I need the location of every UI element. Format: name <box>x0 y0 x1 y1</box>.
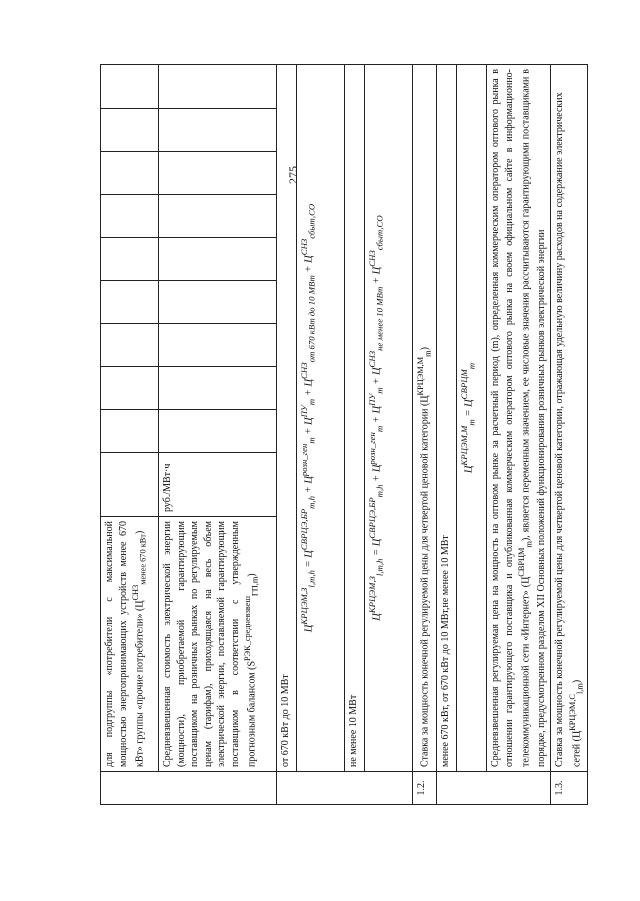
table-row <box>457 65 487 805</box>
table-row <box>551 65 588 805</box>
table-row <box>277 65 297 805</box>
row-number-cell <box>277 772 413 805</box>
table-row <box>437 65 457 805</box>
row-number-cell <box>437 772 551 805</box>
table-row <box>413 65 437 805</box>
table-row <box>159 65 277 805</box>
r12-sub: менее 670 кВт, от 670 кВт до 10 МВт,не менее 10 МВт <box>437 65 457 772</box>
table-row <box>297 65 345 805</box>
unit-cell-empty <box>101 453 159 517</box>
unit-label: руб./МВт·ч <box>159 453 277 517</box>
tariff-table <box>100 64 588 805</box>
table-row <box>345 65 365 805</box>
r12-text: Ставка за мощность конечной регулируемой цены для четвертой ценовой категории $(Ц^{КРЦЭМ,М}_m)$ <box>413 65 437 772</box>
table-row <box>101 65 159 805</box>
under-10-label: не менее 10 МВт <box>345 65 365 772</box>
r12-description: Средневзвешенная регулируемая цена на мощность на оптовом рынке за расчетный период (m), определенная коммерческим оператором оптового рынка в отношении гарантирующего поставщика и опубликованная коммерческим оператором оптового рынка на своем официальном сайте в информационно-телекоммуникационной сети «Интернет» $(Ц^{СВРЦМ}_m)$, является переменным значением, ее числовые значения рассчитываются гарантирующими поставщиками в порядке, предусмотренном разделом XII Основных положений функционирования розничных рынков электрической энергии <box>487 65 551 772</box>
r12-formula: $Ц^{КРЦЭМ,М}_m = Ц^{СВРЦМ}_m$ <box>457 65 487 772</box>
row-number-cell <box>101 772 277 805</box>
formula-10: $Ц^{КРЦЭМ,3}_{l,m,h} = Ц^{СВРЦЭ,БР}_{m,h} + Ц^{розн\_ген}_m + Ц^{ПУ}_m + Ц^{СН3}_{не менее 10 МВт} + Ц^{СН3}_{сбыт,СО}$ <box>365 65 413 772</box>
range-670-10-label: от 670 кВт до 10 МВт <box>277 65 297 772</box>
r13-text: Ставка за мощность конечной регулируемой цены для четвертой ценовой категории, отражающая удельную величину расходов на содержание электрических сетей $(Ц^{КРЦЭМ,С}_{l,m})$ <box>551 65 588 772</box>
table-row <box>365 65 413 805</box>
table-row <box>487 65 551 805</box>
rotated-table-wrapper <box>100 65 584 805</box>
formula-670-10: $Ц^{КРЦЭМ,3}_{l,m,h} = Ц^{СВРЦЭ,БР}_{m,h} + Ц^{розн\_ген}_m + Ц^{ПУ}_m + Ц^{СН3}_{от 670 кВт до 10 МВт} + Ц^{СН3}_{сбыт,СО}$ <box>297 65 345 772</box>
avg-cost-text: Средневзвешенная стоимость электрической энергии (мощности), приобретаемой гарантирующим поставщиком на розничных рынках по регулируемым ценам (тарифам), приходящаяся на весь объем электрической энергии, поставляемой гарантирующим поставщиком в соответствии с утвержденным прогнозным балансом $(S^{РЭК\_средневзвеш}_{ГП,m})$ <box>159 517 277 772</box>
page-number: 275 <box>286 166 300 184</box>
subgroup-label: для подгруппы «потребители с максимальной мощностью энергопринимающих устройств менее 670 кВт» группы «прочие потребители» $(Ц^{СН3}_{менее 670 кВт})$ <box>101 517 159 772</box>
row-number-1-3: 1.3. <box>551 772 588 805</box>
row-number-1-2: 1.2. <box>413 772 437 805</box>
